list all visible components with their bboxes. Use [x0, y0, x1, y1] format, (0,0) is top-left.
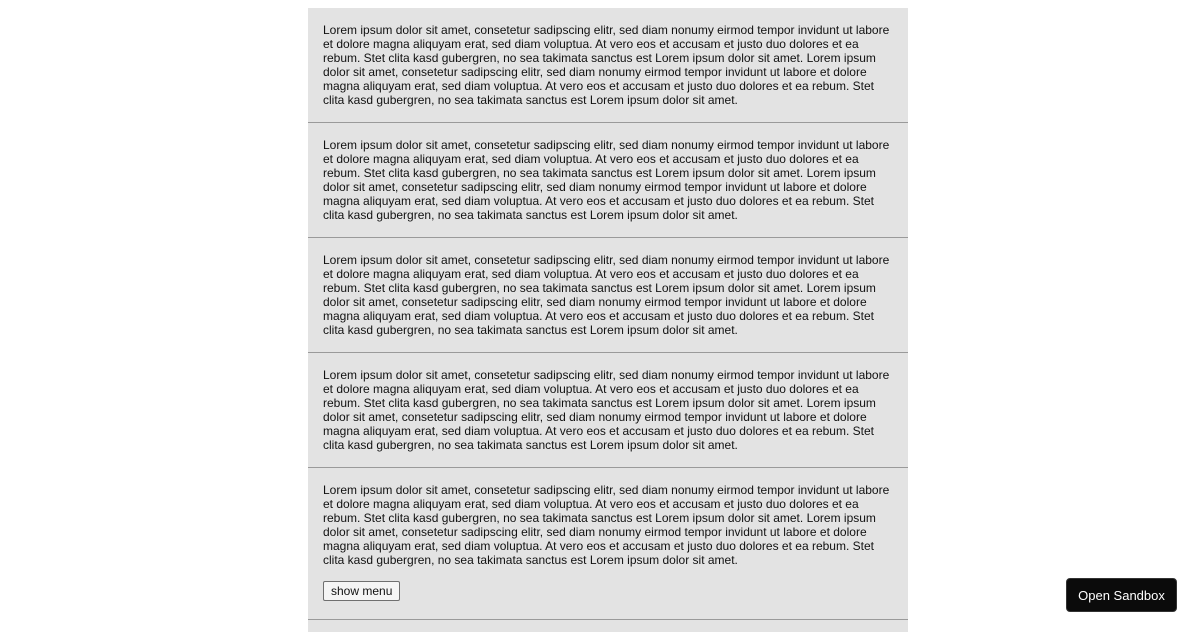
text-card	[308, 238, 908, 353]
next-card-partial	[308, 620, 908, 632]
card-text: Lorem ipsum dolor sit amet, consetetur sadipscing elitr, sed diam nonumy eirmod tempor invidunt ut labore et dolore magna aliquyam erat, sed diam voluptua. At vero eos et accusam et justo duo dolores et ea rebum. Stet clita kasd gubergren, no sea takimata sanctus est Lorem ipsum dolor sit amet. Lorem ipsum dolor sit amet, consetetur sadipscing elitr, sed diam nonumy eirmod tempor invidunt ut labore et dolore magna aliquyam erat, sed diam voluptua. At vero eos et accusam et justo duo dolores et ea rebum. Stet clita kasd gubergren, no sea takimata sanctus est Lorem ipsum dolor sit amet.	[323, 483, 890, 567]
card-text: Lorem ipsum dolor sit amet, consetetur sadipscing elitr, sed diam nonumy eirmod tempor invidunt ut labore et dolore magna aliquyam erat, sed diam voluptua. At vero eos et accusam et justo duo dolores et ea rebum. Stet clita kasd gubergren, no sea takimata sanctus est Lorem ipsum dolor sit amet. Lorem ipsum dolor sit amet, consetetur sadipscing elitr, sed diam nonumy eirmod tempor invidunt ut labore et dolore magna aliquyam erat, sed diam voluptua. At vero eos et accusam et justo duo dolores et ea rebum. Stet clita kasd gubergren, no sea takimata sanctus est Lorem ipsum dolor sit amet.	[323, 253, 890, 337]
text-card	[308, 123, 908, 238]
text-card	[308, 8, 908, 123]
card-text: Lorem ipsum dolor sit amet, consetetur sadipscing elitr, sed diam nonumy eirmod tempor invidunt ut labore et dolore magna aliquyam erat, sed diam voluptua. At vero eos et accusam et justo duo dolores et ea rebum. Stet clita kasd gubergren, no sea takimata sanctus est Lorem ipsum dolor sit amet. Lorem ipsum dolor sit amet, consetetur sadipscing elitr, sed diam nonumy eirmod tempor invidunt ut labore et dolore magna aliquyam erat, sed diam voluptua. At vero eos et accusam et justo duo dolores et ea rebum. Stet clita kasd gubergren, no sea takimata sanctus est Lorem ipsum dolor sit amet.	[323, 138, 890, 222]
text-card	[308, 353, 908, 468]
text-card-with-menu	[308, 468, 908, 620]
open-sandbox-button[interactable]: Open Sandbox	[1066, 578, 1177, 612]
content-column	[308, 8, 908, 632]
card-text: Lorem ipsum dolor sit amet, consetetur sadipscing elitr, sed diam nonumy eirmod tempor invidunt ut labore et dolore magna aliquyam erat, sed diam voluptua. At vero eos et accusam et justo duo dolores et ea rebum. Stet clita kasd gubergren, no sea takimata sanctus est Lorem ipsum dolor sit amet. Lorem ipsum dolor sit amet, consetetur sadipscing elitr, sed diam nonumy eirmod tempor invidunt ut labore et dolore magna aliquyam erat, sed diam voluptua. At vero eos et accusam et justo duo dolores et ea rebum. Stet clita kasd gubergren, no sea takimata sanctus est Lorem ipsum dolor sit amet.	[323, 368, 890, 452]
card-text: Lorem ipsum dolor sit amet, consetetur sadipscing elitr, sed diam nonumy eirmod tempor invidunt ut labore et dolore magna aliquyam erat, sed diam voluptua. At vero eos et accusam et justo duo dolores et ea rebum. Stet clita kasd gubergren, no sea takimata sanctus est Lorem ipsum dolor sit amet. Lorem ipsum dolor sit amet, consetetur sadipscing elitr, sed diam nonumy eirmod tempor invidunt ut labore et dolore magna aliquyam erat, sed diam voluptua. At vero eos et accusam et justo duo dolores et ea rebum. Stet clita kasd gubergren, no sea takimata sanctus est Lorem ipsum dolor sit amet.	[323, 23, 890, 107]
show-menu-button[interactable]: show menu	[323, 581, 400, 601]
